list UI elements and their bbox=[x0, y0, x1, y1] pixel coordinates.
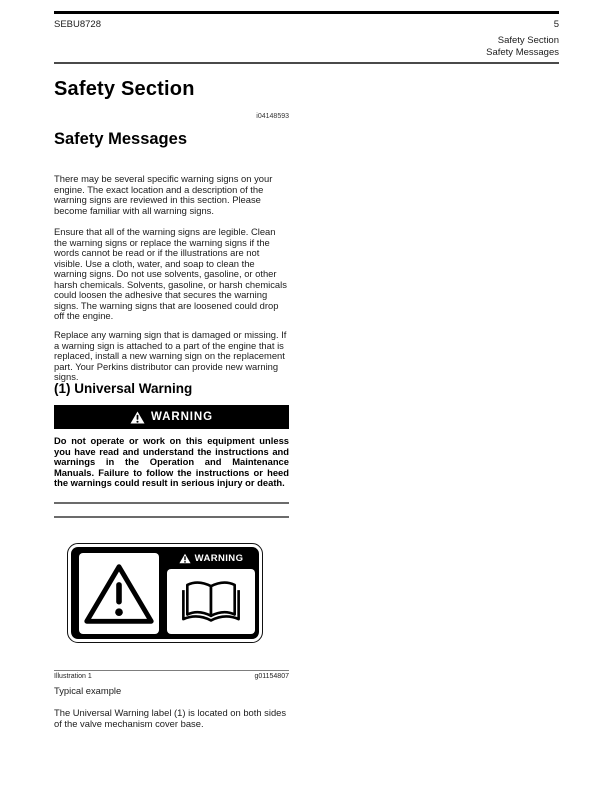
warning-banner bbox=[54, 405, 289, 429]
label-inner-panel bbox=[71, 547, 259, 639]
section-heading: Safety Messages bbox=[54, 130, 187, 148]
divider-rule bbox=[54, 516, 289, 518]
header-subsection: Safety Messages bbox=[486, 47, 559, 58]
caption-rule bbox=[54, 670, 289, 671]
illustration-caption: Typical example bbox=[54, 685, 122, 696]
page-header bbox=[54, 19, 559, 30]
book-panel bbox=[167, 569, 255, 634]
triangle-panel bbox=[79, 553, 159, 634]
top-rule bbox=[54, 11, 559, 14]
graphic-code: g01154807 bbox=[254, 673, 289, 680]
doc-number: SEBU8728 bbox=[54, 19, 102, 30]
body-paragraph: Replace any warning sign that is damaged or missing. If a warning sign is attached to a part of the engine that is replaced, install a new warning sign on the replacement part. Your Perkins distributor can provide new warning signs. bbox=[54, 329, 287, 382]
warning-triangle-icon bbox=[84, 563, 154, 625]
page-title: Safety Section bbox=[54, 78, 195, 100]
warning-label-illustration bbox=[67, 543, 263, 643]
body-paragraph: Ensure that all of the warning signs are legible. Clean the warning signs or replace the warning signs if the words cannot be read or if the illustrations are not visible. Use a cloth, water, and soap to clean the warning signs. Do not use solvents, gasoline, or other harsh chemicals. Solvents, gasoline, or harsh chemicals could loosen the adhesive that secures the warning signs. The warning signs that are loosened could drop off the engine. bbox=[54, 226, 287, 321]
warning-banner-label: WARNING bbox=[151, 411, 213, 423]
page-number: 5 bbox=[553, 19, 559, 30]
closing-paragraph: The Universal Warning label (1) is located on both sides of the valve mechanism cover base. bbox=[54, 707, 287, 729]
body-paragraph: There may be several specific warning signs on your engine. The exact location and a description of the warning signs are reviewed in this section. Please become familiar with all warning signs. bbox=[54, 173, 273, 216]
label-warning-strip bbox=[167, 549, 255, 567]
warning-body-text: Do not operate or work on this equipment unless you have read and understand the instructions and warnings in the Operation and Maintenance Manuals. Failure to follow the instructions or heed the warnings could result in serious injury or death. bbox=[54, 435, 289, 489]
open-book-icon bbox=[178, 577, 244, 627]
warning-triangle-icon bbox=[179, 553, 191, 564]
media-code: i04148593 bbox=[256, 113, 289, 120]
illustration-label: Illustration 1 bbox=[54, 673, 92, 680]
header-section: Safety Section bbox=[497, 35, 559, 46]
warning-triangle-icon bbox=[130, 411, 145, 424]
caption-row bbox=[54, 673, 289, 680]
header-rule bbox=[54, 62, 559, 64]
topic-heading: (1) Universal Warning bbox=[54, 381, 193, 396]
divider-rule bbox=[54, 502, 289, 504]
label-warning-text: WARNING bbox=[194, 552, 244, 564]
